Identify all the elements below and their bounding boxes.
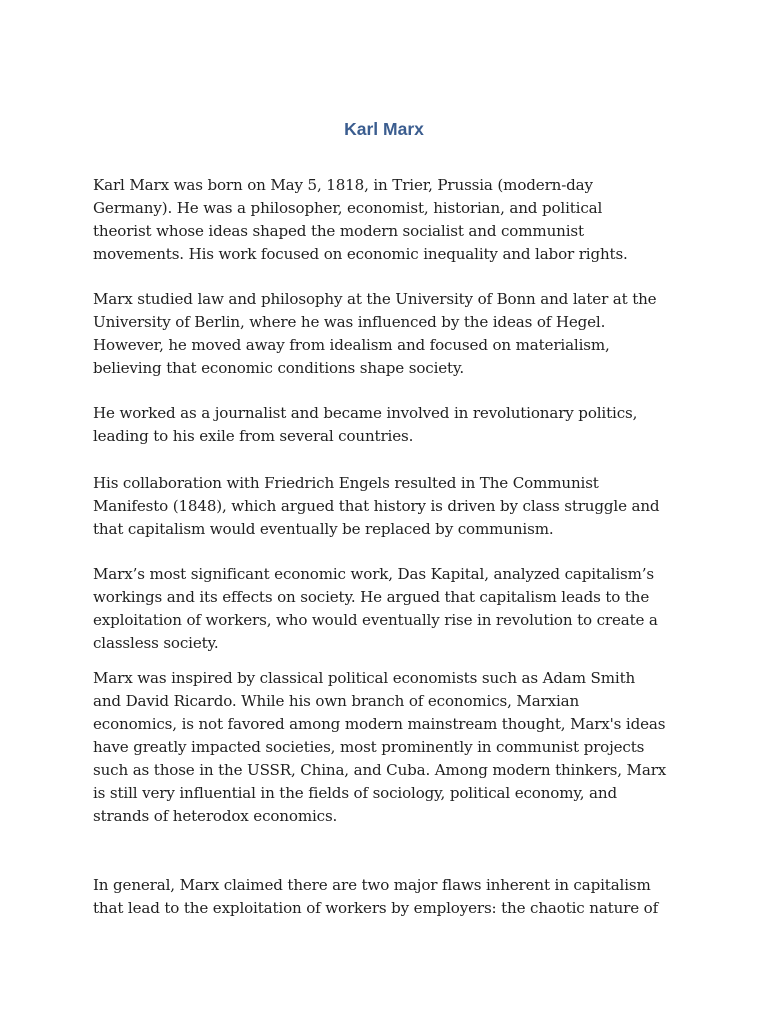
paragraph-das-kapital: Marx’s most significant economic work, Das Kapital, analyzed capitalism’s workings and its effects on society. He argued that capitalism leads to the exploitation of workers, who would eventually rise in revolution to create a classless society.: [93, 565, 658, 652]
paragraph-influence: Marx was inspired by classical political economists such as Adam Smith and David Ricardo. While his own branch of economics, Marxian economics, is not favored among modern mainstream thought, Marx's ideas have greatly impacted societies, most prominently in communist projects such as those in the USSR, China, and Cuba. Among modern thinkers, Marx is still very influential in the fields of sociology, political economy, and strands of heterodox economics.: [93, 669, 667, 825]
paragraph-manifesto: His collaboration with Friedrich Engels resulted in The Communist Manifesto (1848), which argued that history is driven by class struggle and that capitalism would eventually be replaced by communism.: [93, 474, 660, 538]
paragraph-flaws: In general, Marx claimed there are two major flaws inherent in capitalism that lead to the exploitation of workers by employers: the chaotic nature of: [93, 876, 659, 917]
paragraph-journalism: He worked as a journalist and became involved in revolutionary politics, leading to his exile from several countries.: [93, 404, 638, 445]
document-title: Karl Marx: [344, 119, 424, 139]
paragraph-education: Marx studied law and philosophy at the University of Bonn and later at the University of Berlin, where he was influenced by the ideas of Hegel. However, he moved away from idealism and focused on materialism, believing that economic conditions shape society.: [93, 290, 657, 377]
paragraph-birth: Karl Marx was born on May 5, 1818, in Trier, Prussia (modern-day Germany). He was a philosopher, economist, historian, and political theorist whose ideas shaped the modern socialist and communist movements. His work focused on economic inequality and labor rights.: [93, 176, 628, 263]
